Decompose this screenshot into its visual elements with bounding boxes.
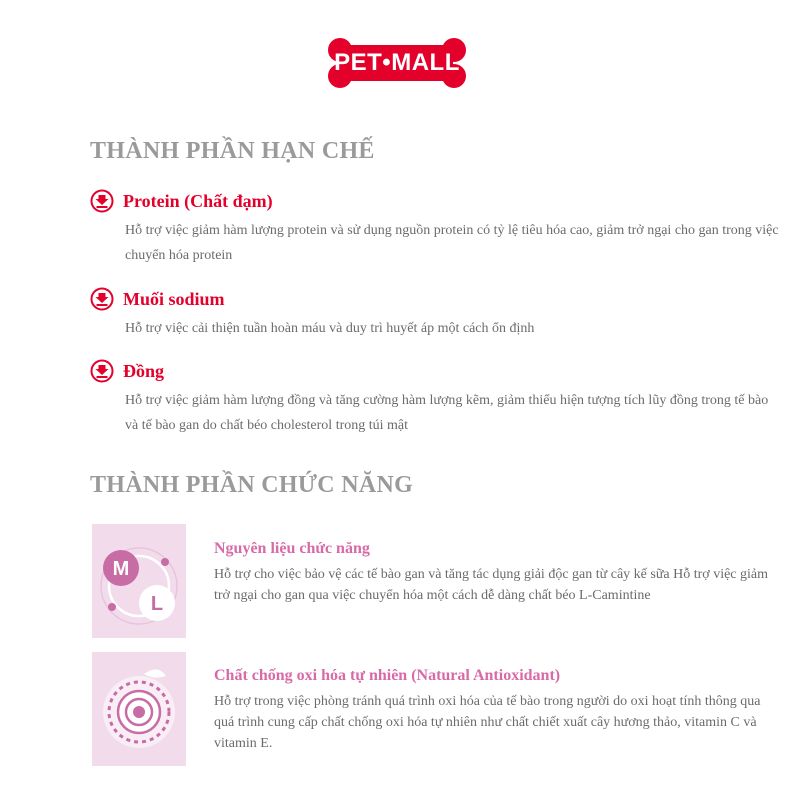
restricted-item-title: Đồng bbox=[123, 360, 165, 381]
functional-item-desc: Hỗ trợ trong việc phòng tránh quá trình oxi hóa của tế bào trong người do oxi hoạt tính thông qua quá trình cung cấp chất chống oxi hóa tự nhiên như chất chiết xuất cây hương thảo, vitamin C và vitamin E. bbox=[214, 694, 761, 751]
restricted-item-copper bbox=[90, 358, 780, 438]
petmall-logo[interactable] bbox=[327, 37, 467, 89]
functional-ingredient-image bbox=[92, 524, 186, 638]
logo-text: PET•MALL bbox=[334, 49, 460, 76]
functional-item-ingredients bbox=[90, 524, 780, 638]
restricted-item-title: Muối sodium bbox=[123, 288, 225, 309]
down-arrow-circle-icon bbox=[90, 359, 114, 383]
restricted-item-title: Protein (Chất đạm) bbox=[123, 190, 273, 211]
functional-item-title: Chất chống oxi hóa tự nhiên (Natural Antioxidant) bbox=[214, 667, 561, 684]
restricted-item-desc: Hỗ trợ việc giảm hàm lượng protein và sử dụng nguồn protein có tỷ lệ tiêu hóa cao, giảm trở ngại cho gan trong việc chuyển hóa protein bbox=[125, 223, 779, 263]
m-l-molecule-icon bbox=[92, 524, 186, 638]
molecule-label-l: L bbox=[150, 593, 164, 615]
antioxidant-image bbox=[92, 652, 186, 766]
down-arrow-circle-icon bbox=[90, 189, 114, 213]
molecule-label-m: M bbox=[112, 558, 130, 580]
restricted-item-sodium bbox=[90, 286, 780, 341]
functional-item-desc: Hỗ trợ cho việc bảo vệ các tế bào gan và tăng tác dụng giải độc gan từ cây kế sữa Hỗ trợ việc giảm trở ngại cho gan qua việc chuyển hóa một cách dễ dàng chất béo L-Camintine bbox=[214, 567, 768, 603]
functional-section-title: THÀNH PHẦN CHỨC NĂNG bbox=[90, 472, 414, 498]
restricted-item-desc: Hỗ trợ việc giảm hàm lượng đồng và tăng cường hàm lượng kẽm, giảm thiểu hiện tượng tích lũy đồng trong tế bào và tế bào gan do chất béo cholesterol trong túi mật bbox=[125, 393, 769, 433]
restricted-item-protein bbox=[90, 188, 780, 268]
restricted-item-desc: Hỗ trợ việc cải thiện tuần hoàn máu và duy trì huyết áp một cách ổn định bbox=[125, 321, 535, 336]
functional-item-antioxidant bbox=[90, 652, 780, 766]
down-arrow-circle-icon bbox=[90, 287, 114, 311]
restricted-section-title: THÀNH PHẦN HẠN CHẾ bbox=[90, 138, 375, 164]
antioxidant-cell-icon bbox=[92, 652, 186, 766]
functional-item-title: Nguyên liệu chức năng bbox=[214, 540, 370, 557]
